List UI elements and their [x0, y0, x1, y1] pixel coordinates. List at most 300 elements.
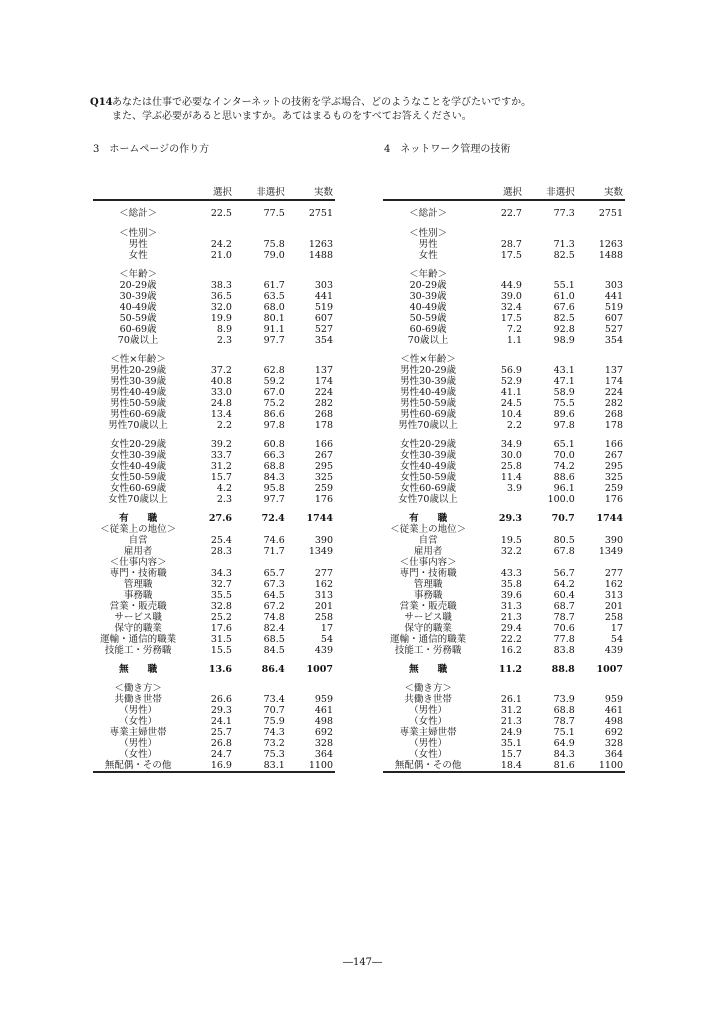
row-label: 女性20-29歳: [110, 439, 167, 450]
spacer-cell: [383, 656, 625, 664]
not-select-value: 68.8: [553, 705, 575, 716]
table-row: [383, 568, 625, 579]
select-value: 35.1: [500, 738, 522, 749]
select-value: 24.5: [500, 398, 522, 409]
count-value: 224: [314, 387, 333, 398]
row-label: 管理職: [123, 579, 153, 590]
not-select-value: 68.0: [263, 302, 285, 313]
select-value: 16.2: [500, 645, 522, 656]
table-row: [93, 664, 335, 675]
not-select-value: 43.1: [553, 365, 575, 376]
count-value: [289, 557, 335, 568]
not-select-value: [526, 524, 579, 535]
select-value: 17.5: [500, 313, 522, 324]
select-value: 27.6: [208, 513, 232, 524]
count-value: 1007: [306, 664, 333, 675]
spacer-cell: [93, 505, 335, 513]
row-label: 共働き世帯: [114, 694, 162, 705]
spacer-row: [383, 220, 625, 228]
select-value: [183, 228, 236, 239]
count-value: 313: [604, 590, 623, 601]
row-label: 女性50-59歳: [400, 472, 457, 483]
count-value: 166: [604, 439, 623, 450]
not-select-value: 100.0: [547, 494, 575, 505]
count-value: 959: [314, 694, 333, 705]
row-label: 男性60-69歳: [400, 409, 457, 420]
spacer-row: [93, 505, 335, 513]
select-value: 32.8: [210, 601, 232, 612]
table-row: [93, 324, 335, 335]
not-select-value: [236, 683, 289, 694]
count-value: 607: [604, 313, 623, 324]
spacer-row: [383, 431, 625, 439]
select-value: [183, 354, 236, 365]
select-value: 22.5: [210, 208, 232, 219]
not-select-value: 81.6: [526, 760, 579, 772]
select-value: 33.0: [210, 387, 232, 398]
row-label: 男性: [418, 239, 438, 250]
row-label: 男性30-39歳: [110, 376, 167, 387]
not-select-value: 70.0: [553, 450, 575, 461]
count-value: 268: [604, 409, 623, 420]
count-value: [289, 524, 335, 535]
not-select-value: 74.8: [263, 612, 285, 623]
table-row: [93, 623, 335, 634]
select-value: 10.4: [500, 409, 522, 420]
select-value: 2.3: [216, 335, 232, 346]
spacer-row: [93, 675, 335, 683]
count-value: 259: [314, 483, 333, 494]
header-not-select: 非選択: [526, 183, 579, 200]
not-select-value: 82.5: [553, 250, 575, 261]
table-row: [383, 250, 625, 261]
table-row: [383, 420, 625, 431]
select-value: 31.2: [210, 461, 232, 472]
row-label: 20-29歳: [409, 280, 447, 291]
not-select-value: 70.6: [553, 623, 575, 634]
table-row: [383, 738, 625, 749]
table-row: [93, 494, 335, 505]
question-block: [90, 96, 650, 124]
table-row: [93, 557, 335, 568]
count-value: 519: [314, 302, 333, 313]
select-value: 22.7: [500, 208, 522, 219]
table-row: [93, 683, 335, 694]
count-value: 461: [604, 705, 623, 716]
not-select-value: 61.0: [553, 291, 575, 302]
select-value: 2.2: [216, 420, 232, 431]
select-value: 17.6: [210, 623, 232, 634]
row-label: 50-59歳: [409, 313, 447, 324]
row-label: ＜性別＞: [409, 228, 448, 239]
table-row: [383, 313, 625, 324]
count-value: 162: [314, 579, 333, 590]
header-count: 実数: [579, 183, 625, 200]
table-row: [383, 590, 625, 601]
select-value: 24.1: [210, 716, 232, 727]
row-label: ＜働き方＞: [114, 683, 162, 694]
row-label: （男性）: [409, 738, 448, 749]
count-value: 390: [604, 535, 623, 546]
select-value: 21.3: [500, 612, 522, 623]
header-select: 選択: [183, 183, 236, 200]
not-select-value: [236, 557, 289, 568]
not-select-value: [526, 683, 579, 694]
row-label: 自営: [418, 535, 438, 546]
spacer-cell: [93, 431, 335, 439]
row-label: （女性）: [409, 716, 448, 727]
table-row: [93, 535, 335, 546]
count-value: 1744: [596, 513, 623, 524]
table-row: [383, 398, 625, 409]
count-value: 224: [604, 387, 623, 398]
table-row: [383, 494, 625, 505]
not-select-value: 58.9: [553, 387, 575, 398]
row-label: 女性70歳以上: [398, 494, 458, 505]
table-row: [383, 645, 625, 656]
row-label: 雇用者: [123, 546, 153, 557]
select-value: 26.1: [500, 694, 522, 705]
row-label: ＜従業上の地位＞: [100, 524, 177, 535]
not-select-value: 73.4: [263, 694, 285, 705]
table-row: [93, 250, 335, 261]
not-select-value: [236, 354, 289, 365]
row-label: ＜従業上の地位＞: [390, 524, 467, 535]
select-value: [473, 354, 526, 365]
select-value: 25.2: [210, 612, 232, 623]
select-value: 31.2: [500, 705, 522, 716]
row-label: ＜総計＞: [409, 208, 448, 219]
select-value: 25.4: [210, 535, 232, 546]
spacer-row: [93, 220, 335, 228]
spacer-row: [383, 505, 625, 513]
not-select-value: 74.3: [263, 727, 285, 738]
row-label: 運輸・通信的職業: [100, 634, 177, 645]
not-select-value: 84.5: [263, 645, 285, 656]
not-select-value: 64.2: [553, 579, 575, 590]
row-label: 男性40-49歳: [400, 387, 457, 398]
count-value: [289, 269, 335, 280]
row-label: （男性）: [119, 738, 158, 749]
row-label: 自営: [128, 535, 148, 546]
table-row: [93, 634, 335, 645]
not-select-value: 97.8: [263, 420, 285, 431]
row-label: 男性30-39歳: [400, 376, 457, 387]
count-value: 607: [314, 313, 333, 324]
not-select-value: 60.4: [553, 590, 575, 601]
not-select-value: 77.5: [263, 208, 285, 219]
count-value: 178: [604, 420, 623, 431]
not-select-value: 97.8: [553, 420, 575, 431]
spacer-cell: [383, 261, 625, 269]
table-row: [383, 409, 625, 420]
header-label-cell: [93, 183, 183, 200]
table-row: [93, 749, 335, 760]
not-select-value: 61.7: [263, 280, 285, 291]
not-select-value: 72.4: [261, 513, 285, 524]
not-select-value: 67.2: [263, 601, 285, 612]
count-value: 258: [314, 612, 333, 623]
row-label: （男性）: [119, 705, 158, 716]
row-label: 共働き世帯: [404, 694, 452, 705]
spacer-cell: [93, 656, 335, 664]
count-value: 277: [314, 568, 333, 579]
select-value: 25.7: [210, 727, 232, 738]
not-select-value: 64.9: [553, 738, 575, 749]
select-value: 15.7: [500, 749, 522, 760]
row-label: 男性50-59歳: [400, 398, 457, 409]
select-value: 8.9: [216, 324, 232, 335]
row-label: 40-49歳: [409, 302, 447, 313]
count-value: 1488: [308, 250, 333, 261]
count-value: 137: [604, 365, 623, 376]
count-value: [579, 557, 625, 568]
row-label: ＜働き方＞: [404, 683, 452, 694]
row-label: ＜性×年齢＞: [110, 354, 166, 365]
header-not-select: 非選択: [236, 183, 289, 200]
spacer-cell: [93, 675, 335, 683]
row-label: 事務職: [413, 590, 443, 601]
select-value: 2.3: [216, 494, 232, 505]
spacer-cell: [93, 346, 335, 354]
select-value: 3.9: [506, 483, 522, 494]
table-network: [383, 183, 625, 773]
table-row: [93, 760, 335, 772]
count-value: 54: [610, 634, 623, 645]
spacer-cell: [93, 200, 335, 207]
count-value: [579, 524, 625, 535]
not-select-value: 83.1: [236, 760, 289, 772]
row-label: 男性: [128, 239, 148, 250]
row-label: 50-59歳: [119, 313, 157, 324]
count-value: 259: [604, 483, 623, 494]
spacer-cell: [383, 346, 625, 354]
row-label: ＜年齢＞: [409, 269, 448, 280]
row-label: 男性60-69歳: [110, 409, 167, 420]
select-value: 16.9: [183, 760, 236, 772]
table-row: [93, 727, 335, 738]
count-value: [289, 354, 335, 365]
table-row: [383, 727, 625, 738]
count-value: 354: [604, 335, 623, 346]
table-row: [383, 472, 625, 483]
not-select-value: 68.7: [553, 601, 575, 612]
count-value: 354: [314, 335, 333, 346]
select-value: 32.2: [500, 546, 522, 557]
row-label: 女性: [128, 250, 148, 261]
count-value: 364: [314, 749, 333, 760]
count-value: 267: [604, 450, 623, 461]
row-label: （女性）: [119, 716, 158, 727]
select-value: 29.4: [500, 623, 522, 634]
select-value: 32.7: [210, 579, 232, 590]
count-value: 498: [314, 716, 333, 727]
not-select-value: 82.4: [263, 623, 285, 634]
not-select-value: 67.6: [553, 302, 575, 313]
count-value: 137: [314, 365, 333, 376]
row-label: 男性20-29歳: [400, 365, 457, 376]
count-value: 519: [604, 302, 623, 313]
select-value: [473, 494, 526, 505]
spacer-row: [93, 261, 335, 269]
select-value: 28.7: [500, 239, 522, 250]
not-select-value: 86.6: [263, 409, 285, 420]
select-value: [183, 269, 236, 280]
not-select-value: 98.9: [553, 335, 575, 346]
row-label: 技能工・労務職: [104, 645, 172, 656]
select-value: 39.2: [210, 439, 232, 450]
table-row: [383, 623, 625, 634]
spacer-row: [93, 346, 335, 354]
table-row: [383, 546, 625, 557]
spacer-row: [383, 346, 625, 354]
not-select-value: 80.1: [263, 313, 285, 324]
row-label: 営業・販売職: [109, 601, 167, 612]
select-value: 18.4: [473, 760, 526, 772]
spacer-row: [93, 656, 335, 664]
row-label: 男性20-29歳: [110, 365, 167, 376]
table-row: [93, 645, 335, 656]
select-value: 41.1: [500, 387, 522, 398]
select-value: [473, 524, 526, 535]
count-value: 1263: [308, 239, 333, 250]
table-row: [383, 634, 625, 645]
spacer-cell: [383, 431, 625, 439]
table-row: [93, 335, 335, 346]
row-label: 事務職: [123, 590, 153, 601]
count-value: 390: [314, 535, 333, 546]
count-value: 527: [314, 324, 333, 335]
count-value: [579, 683, 625, 694]
not-select-value: 73.2: [263, 738, 285, 749]
table-row: [383, 376, 625, 387]
table-row: [93, 738, 335, 749]
not-select-value: [236, 524, 289, 535]
select-value: 2.2: [506, 420, 522, 431]
row-label: （女性）: [119, 749, 158, 760]
row-label: 無 職: [409, 664, 448, 675]
select-value: [183, 683, 236, 694]
select-value: 34.9: [500, 439, 522, 450]
count-value: [579, 269, 625, 280]
count-value: 364: [604, 749, 623, 760]
select-value: [183, 557, 236, 568]
question-number: Q14: [90, 97, 113, 108]
not-select-value: [526, 557, 579, 568]
table-row: [93, 409, 335, 420]
not-select-value: 82.5: [553, 313, 575, 324]
not-select-value: [236, 228, 289, 239]
table-row: [93, 291, 335, 302]
select-value: 35.5: [210, 590, 232, 601]
not-select-value: 91.1: [263, 324, 285, 335]
select-value: 26.6: [210, 694, 232, 705]
select-value: 17.5: [500, 250, 522, 261]
count-value: 1007: [596, 664, 623, 675]
select-value: 36.5: [210, 291, 232, 302]
count-value: 439: [604, 645, 623, 656]
not-select-value: 68.8: [263, 461, 285, 472]
table-row: [93, 461, 335, 472]
row-label: 無配偶・その他: [383, 760, 473, 772]
row-label: 女性30-39歳: [110, 450, 167, 461]
spacer-cell: [383, 675, 625, 683]
row-label: 30-39歳: [409, 291, 447, 302]
table-row: [93, 398, 335, 409]
not-select-value: 83.8: [553, 645, 575, 656]
row-label: 70歳以上: [407, 335, 449, 346]
select-value: [473, 683, 526, 694]
not-select-value: 73.9: [553, 694, 575, 705]
select-value: 39.6: [500, 590, 522, 601]
table-row: [383, 683, 625, 694]
row-label: ＜仕事内容＞: [109, 557, 167, 568]
count-value: 441: [314, 291, 333, 302]
table-body: [93, 200, 335, 772]
not-select-value: 65.7: [263, 568, 285, 579]
count-value: 174: [604, 376, 623, 387]
select-value: 43.3: [500, 568, 522, 579]
table-row: [93, 590, 335, 601]
section-title-homepage: 3 ホームページの作り方: [93, 144, 210, 155]
select-value: 24.2: [210, 239, 232, 250]
table-row: [383, 269, 625, 280]
not-select-value: 75.5: [553, 398, 575, 409]
not-select-value: 79.0: [263, 250, 285, 261]
table-row: [383, 749, 625, 760]
select-value: [473, 557, 526, 568]
count-value: 17: [320, 623, 333, 634]
row-label: 有 職: [409, 513, 448, 524]
row-label: ＜性別＞: [119, 228, 158, 239]
row-label: 専業主婦世帯: [399, 727, 457, 738]
table-row: [383, 513, 625, 524]
row-label: 有 職: [119, 513, 158, 524]
count-value: 328: [314, 738, 333, 749]
row-label: サービス職: [404, 612, 452, 623]
select-value: 26.8: [210, 738, 232, 749]
spacer-row: [383, 200, 625, 207]
table-header-row: [383, 183, 625, 200]
table-row: [383, 354, 625, 365]
spacer-row: [93, 431, 335, 439]
not-select-value: 74.2: [553, 461, 575, 472]
section-title-network: 4 ネットワーク管理の技術: [384, 144, 511, 155]
select-value: [473, 269, 526, 280]
table-row: [93, 207, 335, 220]
select-value: 34.3: [210, 568, 232, 579]
row-label: 男性70歳以上: [398, 420, 458, 431]
count-value: 176: [604, 494, 623, 505]
row-label: 専門・技術職: [109, 568, 167, 579]
count-value: 268: [314, 409, 333, 420]
not-select-value: 80.5: [553, 535, 575, 546]
row-label: 女性40-49歳: [400, 461, 457, 472]
row-label: サービス職: [114, 612, 162, 623]
not-select-value: 67.8: [553, 546, 575, 557]
not-select-value: 65.1: [553, 439, 575, 450]
count-value: [289, 228, 335, 239]
table-row: [93, 524, 335, 535]
table-row: [383, 450, 625, 461]
table-row: [93, 568, 335, 579]
table-row: [93, 439, 335, 450]
table-row: [383, 557, 625, 568]
select-value: 24.7: [210, 749, 232, 760]
row-label: 保守的職業: [114, 623, 162, 634]
row-label: 30-39歳: [119, 291, 157, 302]
row-label: 40-49歳: [119, 302, 157, 313]
